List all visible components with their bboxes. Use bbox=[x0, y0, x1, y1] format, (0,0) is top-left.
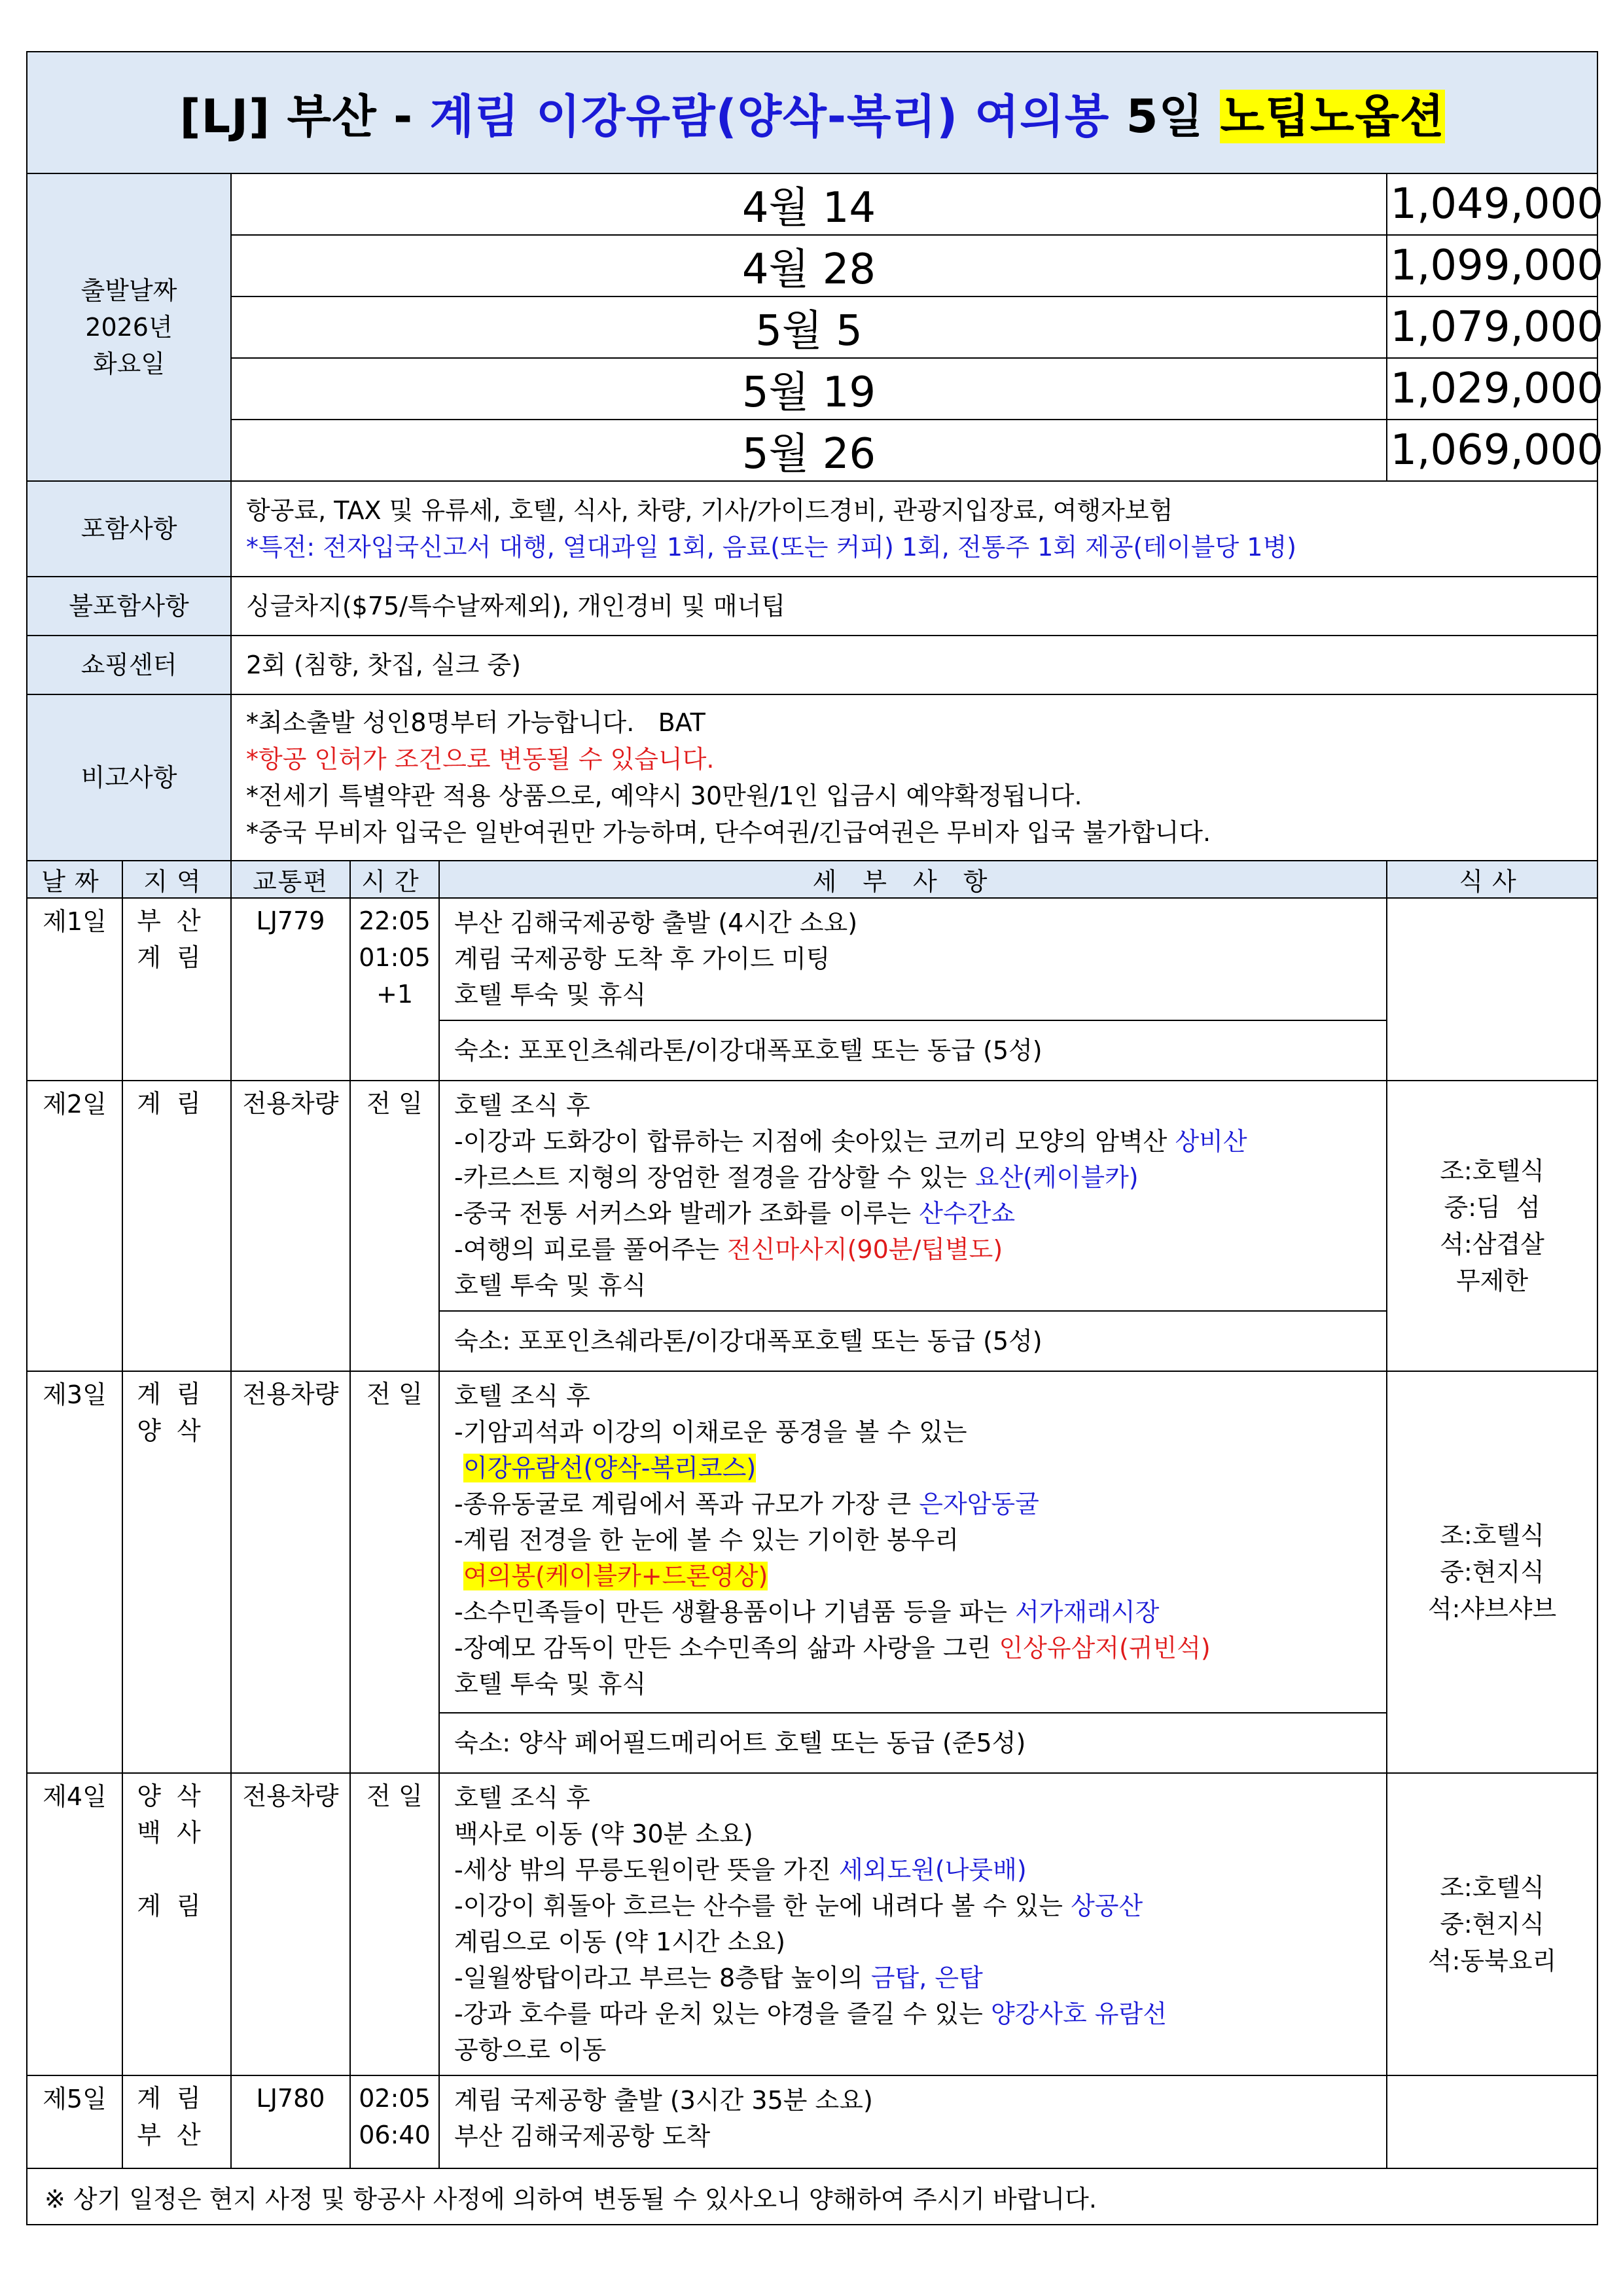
day-meal bbox=[1387, 2075, 1597, 2168]
meal-dinner: 석:삼겹살 bbox=[1440, 1230, 1544, 1259]
detail-text: -강과 호수를 따라 운치 있는 야경을 즐길 수 있는 bbox=[454, 2000, 991, 2028]
detail-line: 부산 김해국제공항 도착 bbox=[454, 2122, 711, 2151]
col-header-day: 날짜 bbox=[27, 861, 122, 898]
detail-line: 호텔 투숙 및 휴식 bbox=[454, 980, 647, 1009]
detail-text: -이강과 도화강이 합류하는 지점에 솟아있는 코끼리 모양의 암벽산 bbox=[454, 1127, 1175, 1156]
col-header-region: 지역 bbox=[122, 861, 231, 898]
day-row bbox=[27, 2075, 1597, 2168]
departure-label-line1: 출발날짜 bbox=[80, 276, 177, 305]
included-line: 항공료, TAX 및 유류세, 호텔, 식사, 차량, 기사/가이드경비, 관광지입장료, 여행자보험 bbox=[246, 496, 1173, 525]
day-region bbox=[122, 2075, 231, 2168]
itinerary-table bbox=[26, 51, 1604, 2225]
day-region bbox=[122, 1371, 231, 1773]
region-name: 부산 bbox=[137, 906, 217, 935]
region-name: 계림 bbox=[137, 1089, 217, 1118]
day-meal bbox=[1387, 1371, 1597, 1773]
day-transport: LJ779 bbox=[231, 898, 350, 1081]
departure-date: 5월 5 bbox=[231, 296, 1387, 358]
attraction-name: 서가재래시장 bbox=[1015, 1598, 1160, 1626]
detail-line bbox=[454, 1486, 1372, 1522]
time-value: 02:05 bbox=[359, 2084, 431, 2113]
detail-text: -일월쌍탑이라고 부르는 8층탑 높이의 bbox=[454, 1964, 871, 1992]
detail-text: -중국 전통 서커스와 발레가 조화를 이루는 bbox=[454, 1199, 919, 1228]
day-region bbox=[122, 1081, 231, 1371]
detail-line: 계림 국제공항 도착 후 가이드 미팅 bbox=[454, 944, 830, 973]
title-tour-name: 계림 이강유람(양삭-복리) 여의봉 bbox=[429, 89, 1110, 143]
day-transport: 전용차량 bbox=[231, 1081, 350, 1371]
departure-price bbox=[1387, 420, 1604, 481]
detail-line bbox=[454, 1888, 1372, 1924]
detail-line bbox=[454, 1996, 1372, 2032]
included-benefits: *특전: 전자입국신고서 대행, 열대과일 1회, 음료(또는 커피) 1회, 전통주 1회 제공(테이블당 1병) bbox=[246, 533, 1296, 562]
remark-line: *전세기 특별약관 적용 상품으로, 예약시 30만원/1인 입금시 예약확정됩니다. bbox=[246, 781, 1082, 810]
detail-line bbox=[454, 1160, 1372, 1196]
detail-line bbox=[454, 1450, 1372, 1486]
attraction-name: 세외도원(나룻배) bbox=[839, 1856, 1027, 1884]
attraction-name: 이강유람선(양삭-복리코스) bbox=[463, 1454, 757, 1482]
price-value: 1,029,000 bbox=[1390, 365, 1604, 413]
day-number: 제2일 bbox=[27, 1081, 122, 1371]
departure-label-line2: 2026년 bbox=[85, 313, 173, 342]
day-number: 제3일 bbox=[27, 1371, 122, 1773]
col-header-detail: 세부사항 bbox=[439, 861, 1387, 898]
detail-text: -카르스트 지형의 장엄한 절경을 감상할 수 있는 bbox=[454, 1163, 975, 1192]
region-name: 양삭 bbox=[137, 1782, 217, 1810]
departure-date: 5월 26 bbox=[231, 420, 1387, 481]
day-time bbox=[350, 898, 439, 1081]
meal-lunch: 중:현지식 bbox=[1440, 1558, 1544, 1587]
time-value: +1 bbox=[376, 980, 414, 1009]
day-transport: 전용차량 bbox=[231, 1371, 350, 1773]
day-number: 제4일 bbox=[27, 1773, 122, 2075]
day-number: 제1일 bbox=[27, 898, 122, 1081]
meal-breakfast: 조:호텔식 bbox=[1440, 1521, 1544, 1550]
detail-line: 계림 국제공항 출발 (3시간 35분 소요) bbox=[454, 2086, 873, 2115]
attraction-name: 여의봉(케이블카+드론영상) bbox=[463, 1562, 768, 1590]
time-value: 22:05 bbox=[359, 906, 431, 935]
col-header-time: 시간 bbox=[350, 861, 439, 898]
detail-line bbox=[454, 1594, 1372, 1630]
attraction-name: 전신마사지(90분/팁별도) bbox=[727, 1235, 1003, 1264]
remark-line: *중국 무비자 입국은 일반여권만 가능하며, 단수여권/긴급여권은 무비자 입국 불가합니다. bbox=[246, 818, 1211, 847]
departure-label bbox=[27, 173, 231, 481]
detail-line: 백사로 이동 (약 30분 소요) bbox=[454, 1820, 753, 1848]
itinerary-document bbox=[26, 51, 1604, 2225]
day-detail bbox=[439, 1081, 1387, 1311]
day-number: 제5일 bbox=[27, 2075, 122, 2168]
region-name: 백사 bbox=[137, 1818, 217, 1847]
day-meal bbox=[1387, 1773, 1597, 2075]
col-header-transport: 교통편 bbox=[231, 861, 350, 898]
price-value: 1,079,000 bbox=[1390, 303, 1604, 351]
detail-line: 호텔 조식 후 bbox=[454, 1382, 590, 1410]
departure-date: 5월 19 bbox=[231, 358, 1387, 420]
remarks-label: 비고사항 bbox=[27, 694, 231, 861]
included-label: 포함사항 bbox=[27, 481, 231, 577]
detail-text: -장예모 감독이 만든 소수민족의 삶과 사랑을 그린 bbox=[454, 1634, 999, 1662]
day-transport: 전용차량 bbox=[231, 1773, 350, 2075]
detail-line: 호텔 조식 후 bbox=[454, 1784, 590, 1812]
attraction-name: 산수간쇼 bbox=[919, 1199, 1016, 1228]
detail-line: 호텔 투숙 및 휴식 bbox=[454, 1670, 647, 1698]
detail-line: 계림으로 이동 (약 1시간 소요) bbox=[454, 1928, 785, 1956]
included-content bbox=[231, 481, 1597, 577]
detail-text: -이강이 휘돌아 흐르는 산수를 한 눈에 내려다 볼 수 있는 bbox=[454, 1892, 1071, 1920]
region-name: 양삭 bbox=[137, 1416, 217, 1445]
day-transport: LJ780 bbox=[231, 2075, 350, 2168]
attraction-name: 금탑, 은탑 bbox=[870, 1964, 983, 1992]
title-highlight-badge: 노팁노옵션 bbox=[1220, 89, 1445, 143]
day-hotel: 숙소: 포포인츠쉐라톤/이강대폭포호텔 또는 동급 (5성) bbox=[439, 1311, 1387, 1371]
excluded-label: 불포함사항 bbox=[27, 577, 231, 636]
day-row bbox=[27, 1371, 1597, 1713]
attraction-name: 요산(케이블카) bbox=[974, 1163, 1139, 1192]
day-row bbox=[27, 898, 1597, 1020]
meal-breakfast: 조:호텔식 bbox=[1440, 1157, 1544, 1185]
region-name: 계림 bbox=[137, 1380, 217, 1408]
region-name: 계림 bbox=[137, 2084, 217, 2113]
departure-date: 4월 14 bbox=[231, 173, 1387, 235]
day-detail bbox=[439, 898, 1387, 1020]
meal-dinner: 석:동북요리 bbox=[1427, 1946, 1557, 1975]
detail-line bbox=[454, 1558, 1372, 1594]
time-value: 06:40 bbox=[359, 2121, 431, 2149]
price-value: 1,099,000 bbox=[1390, 242, 1604, 290]
meal-lunch: 중:현지식 bbox=[1440, 1910, 1544, 1939]
day-region bbox=[122, 1773, 231, 2075]
time-value: 01:05 bbox=[359, 943, 431, 972]
day-time: 전 일 bbox=[350, 1371, 439, 1773]
day-detail bbox=[439, 1773, 1387, 2075]
detail-line bbox=[454, 1630, 1372, 1666]
title-duration: 5일 bbox=[1109, 89, 1221, 143]
meal-dinner-note: 무제한 bbox=[1455, 1266, 1529, 1295]
attraction-name: 인상유삼저(귀빈석) bbox=[999, 1634, 1211, 1662]
detail-line bbox=[454, 1124, 1372, 1160]
day-meal bbox=[1387, 1081, 1597, 1371]
detail-text: -소수민족들이 만든 생활용품이나 기념품 등을 파는 bbox=[454, 1598, 1016, 1626]
detail-line bbox=[454, 1852, 1372, 1888]
day-detail bbox=[439, 2075, 1387, 2168]
day-row bbox=[27, 1773, 1597, 2075]
col-header-meal: 식사 bbox=[1387, 861, 1597, 898]
day-time: 전 일 bbox=[350, 1773, 439, 2075]
day-meal bbox=[1387, 898, 1597, 1081]
region-name: 계림 bbox=[137, 943, 217, 972]
departure-date: 4월 28 bbox=[231, 235, 1387, 296]
region-name: 부산 bbox=[137, 2121, 217, 2149]
detail-line: 부산 김해국제공항 출발 (4시간 소요) bbox=[454, 908, 858, 937]
day-time bbox=[350, 2075, 439, 2168]
detail-text: -종유동굴로 계림에서 폭과 규모가 가장 큰 bbox=[454, 1490, 919, 1518]
attraction-name: 상공산 bbox=[1071, 1892, 1143, 1920]
remark-line-warning: *항공 인허가 조건으로 변동될 수 있습니다. bbox=[246, 745, 715, 774]
detail-line: -기암괴석과 이강의 이채로운 풍경을 볼 수 있는 bbox=[454, 1418, 967, 1446]
region-name: 계림 bbox=[137, 1892, 217, 1920]
attraction-name: 양강사호 유람선 bbox=[990, 2000, 1167, 2028]
detail-line bbox=[454, 1232, 1372, 1268]
day-hotel: 숙소: 포포인츠쉐라톤/이강대폭포호텔 또는 동급 (5성) bbox=[439, 1020, 1387, 1081]
departure-price bbox=[1387, 296, 1604, 358]
shopping-content: 2회 (침향, 찻집, 실크 중) bbox=[231, 636, 1597, 694]
attraction-name: 은자암동굴 bbox=[919, 1490, 1039, 1518]
footer-notice: ※ 상기 일정은 현지 사정 및 항공사 사정에 의하여 변동될 수 있사오니 양해하여 주시기 바랍니다. bbox=[27, 2168, 1597, 2225]
shopping-label: 쇼핑센터 bbox=[27, 636, 231, 694]
day-time: 전 일 bbox=[350, 1081, 439, 1371]
departure-label-line3: 화요일 bbox=[92, 350, 166, 378]
title-prefix: [LJ] 부산 - bbox=[179, 89, 430, 143]
excluded-content: 싱글차지($75/특수날짜제외), 개인경비 및 매너팁 bbox=[231, 577, 1597, 636]
day-row bbox=[27, 1081, 1597, 1311]
detail-text: -여행의 피로를 풀어주는 bbox=[454, 1235, 728, 1264]
detail-text: -세상 밖의 무릉도원이란 뜻을 가진 bbox=[454, 1856, 840, 1884]
price-value: 1,049,000 bbox=[1390, 180, 1604, 228]
departure-price bbox=[1387, 173, 1604, 235]
detail-line: 공항으로 이동 bbox=[454, 2036, 607, 2064]
detail-line: 호텔 투숙 및 휴식 bbox=[454, 1271, 647, 1300]
remark-line: *최소출발 성인8명부터 가능합니다. BAT bbox=[246, 708, 705, 737]
detail-line bbox=[454, 1196, 1372, 1232]
departure-price bbox=[1387, 235, 1604, 296]
meal-lunch: 중:딤 섬 bbox=[1444, 1193, 1541, 1222]
price-value: 1,069,000 bbox=[1390, 426, 1604, 475]
day-detail bbox=[439, 1371, 1387, 1713]
detail-line: 호텔 조식 후 bbox=[454, 1091, 590, 1120]
attraction-name: 상비산 bbox=[1175, 1127, 1247, 1156]
page-title bbox=[27, 52, 1597, 173]
meal-breakfast: 조:호텔식 bbox=[1440, 1873, 1544, 1902]
detail-line bbox=[454, 1960, 1372, 1996]
departure-price bbox=[1387, 358, 1604, 420]
detail-line: -계림 전경을 한 눈에 볼 수 있는 기이한 봉우리 bbox=[454, 1526, 959, 1554]
meal-dinner: 석:샤브샤브 bbox=[1427, 1594, 1557, 1623]
remarks-content bbox=[231, 694, 1597, 861]
day-region bbox=[122, 898, 231, 1081]
day-hotel: 숙소: 양삭 페어필드메리어트 호텔 또는 동급 (준5성) bbox=[439, 1713, 1387, 1773]
